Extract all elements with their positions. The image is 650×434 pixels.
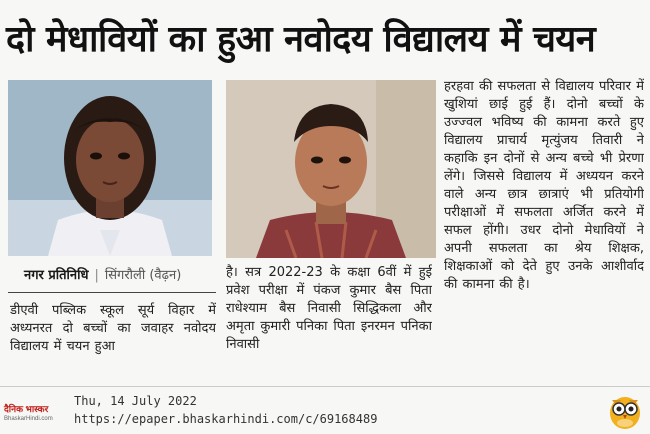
byline-place: सिंगरौली (वैढ़न) — [104, 268, 182, 283]
logo-main-text: दैनिक भास्कर — [4, 404, 49, 414]
student-girl-photo — [8, 80, 212, 256]
byline-reporter: नगर प्रतिनिधि — [24, 268, 89, 283]
headline: दो मेधावियों का हुआ नवोदय विद्यालय में चयन — [6, 19, 596, 60]
article-column-left: डीएवी पब्लिक स्कूल सूर्य विहार में अध्यनरत दो बच्चों का जवाहर नवोदय विद्यालय में चयन हुआ — [10, 303, 216, 354]
byline-separator: | — [94, 268, 99, 283]
article-column-right: हरहवा की सफलता से विद्यालय परिवार में खुशियां छाई हुई हैं। दोनो बच्चों के उज्ज्वल भविष्य की कामना करते हुए विद्यालय प्राचार्य मृत्युंजय तिवारी ने कहाकि इन दोनों से अन्य बच्चे भी प्रेरणा लेंगे। जिससे विद्यालय में अध्ययन करने वाले अन्य छात्र छात्राएं भी प्रतियोगी परीक्षाओं में सफलता अर्जित करने में सफल होंगी। उधर दोनो मेधावियों ने अपनी सफलता का श्रेय शिक्षक, शिक्षकाओं को देते हुए उनके आशीर्वाद की कामना की है। — [444, 79, 644, 292]
footer-divider — [0, 386, 650, 387]
owl-mascot-icon — [604, 388, 646, 430]
bhaskar-logo — [4, 404, 68, 430]
student-boy-photo — [226, 80, 436, 258]
article-column-middle: है। सत्र 2022-23 के कक्षा 6वीं में हुई प्रवेश परीक्षा में पंकज कुमार बैस पिता राधेश्याम बैस निवासी सिद्धिकला और अमृता कुमारी पनिका पिता इनरमन पनिका निवासी — [226, 265, 432, 352]
publication-date: Thu, 14 July 2022 — [74, 394, 197, 408]
epaper-link[interactable]: https://epaper.bhaskarhindi.com/c/69168489 — [74, 412, 378, 426]
byline-rule — [8, 292, 216, 293]
logo-sub-text: BhaskarHindi.com — [4, 416, 53, 422]
byline — [24, 266, 224, 286]
